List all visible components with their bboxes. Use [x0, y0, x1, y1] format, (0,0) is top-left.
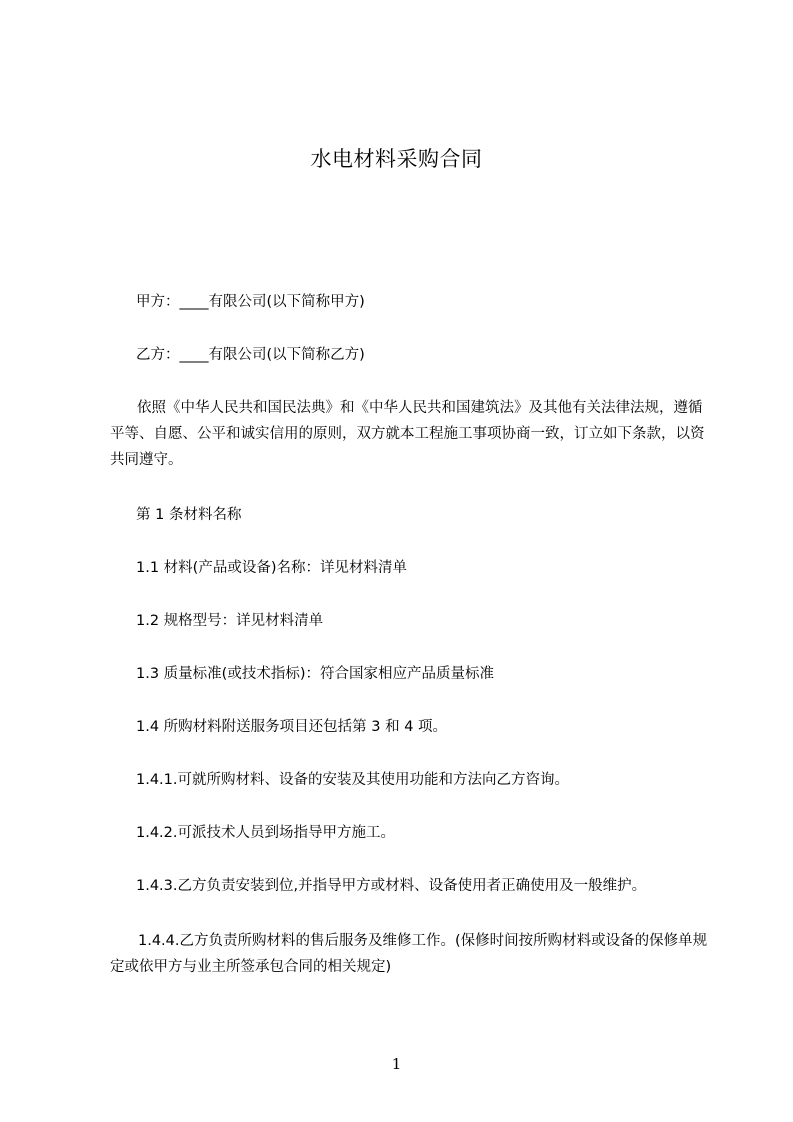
clause-1-4-2: 1.4.2.可派技术人员到场指导甲方施工。 [136, 825, 396, 841]
party-b-line: 乙方：____有限公司(以下简称乙方) [136, 347, 365, 363]
document-title: 水电材料采购合同 [310, 147, 483, 171]
clause-1-4-4: 1.4.4.乙方负责所购材料的售后服务及维修工作。(保修时间按所购材料或设备的保修单规定或依甲方与业主所签承包合同的相关规定) [110, 933, 708, 975]
preamble-paragraph: 依照《中华人民共和国民法典》和《中华人民共和国建筑法》及其他有关法律法规，遵循平等、自愿、公平和诚实信用的原则，双方就本工程施工事项协商一致，订立如下条款，以资共同遵守。 [110, 400, 705, 468]
clause-1-4: 1.4 所购材料附送服务项目还包括第 3 和 4 项。 [136, 719, 448, 735]
clause-1-3: 1.3 质量标准(或技术指标)：符合国家相应产品质量标准 [136, 666, 494, 682]
clause-1-4-1: 1.4.1.可就所购材料、设备的安装及其使用功能和方法向乙方咨询。 [136, 772, 570, 788]
clause-1-1: 1.1 材料(产品或设备)名称：详见材料清单 [136, 560, 407, 576]
party-a-line: 甲方：____有限公司(以下简称甲方) [136, 294, 365, 310]
clause-1-2: 1.2 规格型号：详见材料清单 [136, 613, 324, 629]
article-1-heading: 第 1 条材料名称 [136, 507, 242, 523]
clause-1-4-3: 1.4.3.乙方负责安装到位,并指导甲方或材料、设备使用者正确使用及一般维护。 [136, 878, 647, 894]
page-number: 1 [391, 1055, 402, 1073]
